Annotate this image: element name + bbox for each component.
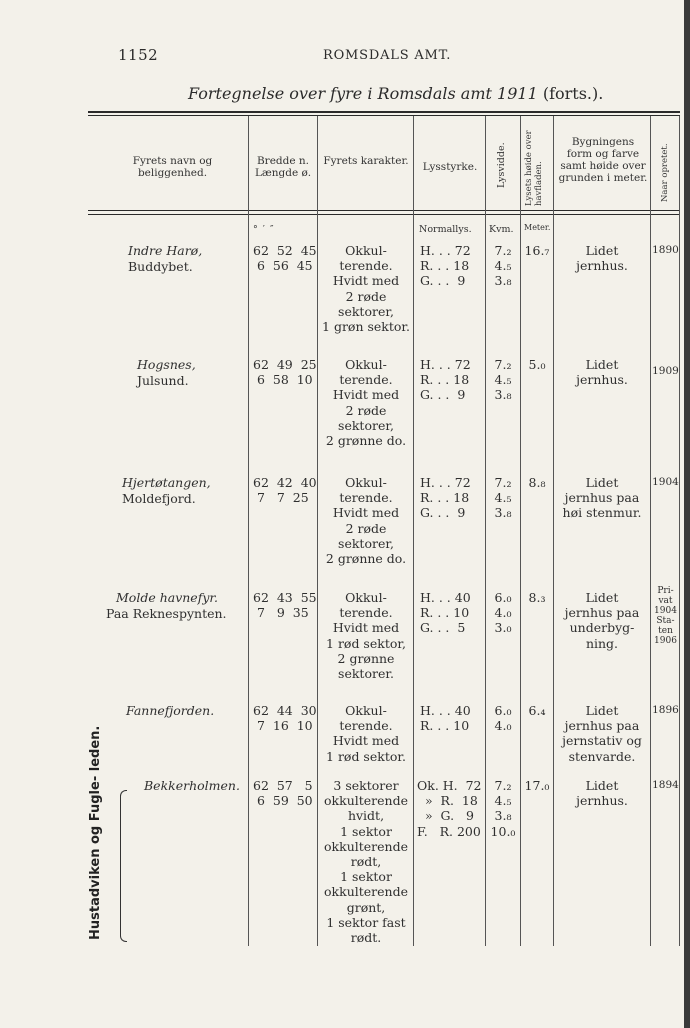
unit-range: Kvm. [489, 224, 514, 235]
light-place: Buddybet. [128, 259, 193, 274]
light-range: 6.₀ 4.₀ [494, 703, 512, 734]
top-rule-thin [88, 115, 680, 116]
col-header-building: Bygningens form og farve samt høide over grunden i meter. [558, 136, 648, 184]
light-building: Lidet jernhus. [576, 778, 628, 809]
light-position: 62 43 55 7 9 35 [253, 590, 317, 621]
light-established: 1904 [652, 476, 679, 488]
light-height: 6.₄ [528, 703, 546, 718]
light-name: Indre Harø, [128, 243, 203, 258]
light-established: 1890 [652, 244, 679, 256]
light-range: 7.₂ 4.₅ 3.₈ 10.₀ [490, 778, 516, 839]
light-position: 62 52 45 6 56 45 [253, 243, 317, 274]
light-character: Okkul- terende. Hvidt med 2 røde sektorer, 1 grøn sektor. [322, 243, 410, 335]
light-height: 16.₇ [524, 243, 550, 258]
col-header-established: Naar opretet. [660, 143, 670, 202]
column-divider [679, 116, 680, 946]
light-name: Fannefjorden. [126, 703, 215, 718]
column-divider [650, 116, 651, 946]
light-character: Okkul- terende. Hvidt med 1 rød sektor, 2 grønne sektorer. [326, 590, 406, 682]
col-header-strength: Lysstyrke. [422, 161, 478, 173]
light-name: Hjertøtangen, [122, 475, 211, 490]
light-building: Lidet jernhus paa høi stenmur. [562, 475, 642, 521]
page-number: 1152 [118, 46, 159, 64]
light-building: Lidet jernhus. [576, 243, 628, 274]
col-header-position: Bredde n. Længde ø. [254, 155, 312, 179]
light-height: 17.₀ [524, 778, 550, 793]
light-position: 62 57 5 6 59 50 [253, 778, 313, 809]
light-height: 8.₃ [528, 590, 546, 605]
light-strength: H. . . 72 R. . . 18 G. . . 9 [420, 357, 471, 403]
light-established: 1909 [652, 365, 679, 377]
light-range: 7.₂ 4.₅ 3.₈ [494, 357, 512, 403]
light-strength: H. . . 72 R. . . 18 G. . . 9 [420, 243, 471, 289]
light-character: Okkul- terende. Hvidt med 1 rød sektor. [326, 703, 406, 764]
top-rule [88, 111, 680, 113]
light-strength: Ok. H. 72 » R. 18 » G. 9 F. R. 200 [417, 778, 482, 839]
light-building: Lidet jernhus. [576, 357, 628, 388]
col-header-name: Fyrets navn og beliggenhed. [132, 155, 213, 179]
light-position: 62 44 30 7 16 10 [253, 703, 317, 734]
light-character: Okkul- terende. Hvidt med 2 røde sektorer, 2 grønne do. [325, 475, 407, 567]
title-suffix: (forts.). [542, 84, 604, 103]
light-established: 1894 [652, 779, 679, 791]
light-place: Julsund. [137, 373, 189, 388]
unit-height: Meter. [524, 223, 551, 232]
col-header-height: Lysets høide over havfladen. [524, 130, 544, 206]
light-strength: H. . . 40 R. . . 10 [420, 703, 471, 734]
light-height: 5.₀ [528, 357, 546, 372]
light-place: Moldefjord. [122, 491, 196, 506]
light-strength: H. . . 72 R. . . 18 G. . . 9 [420, 475, 471, 521]
group-brace [120, 790, 127, 942]
light-name: Hogsnes, [137, 357, 196, 372]
unit-position: ° ′ ″ [253, 224, 275, 235]
header-rule [88, 210, 680, 211]
light-established: 1896 [652, 704, 679, 716]
light-position: 62 42 40 7 7 25 [253, 475, 317, 506]
light-character: Okkul- terende. Hvidt med 2 røde sektorer, 2 grønne do. [325, 357, 407, 449]
page-title [188, 84, 603, 103]
page-edge-shadow [684, 0, 690, 1028]
column-divider [553, 116, 554, 946]
title-text: Fortegnelse over fyre i Romsdals amt 1911 [188, 84, 538, 103]
light-strength: H. . . 40 R. . . 10 G. . . 5 [420, 590, 471, 636]
light-range: 7.₂ 4.₅ 3.₈ [494, 475, 512, 521]
light-name: Molde havnefyr. [116, 590, 218, 605]
light-building: Lidet jernhus paa underbyg- ning. [564, 590, 640, 651]
light-height: 8.₈ [528, 475, 546, 490]
running-head: ROMSDALS AMT. [323, 48, 452, 63]
header-rule-thin [88, 214, 680, 215]
col-header-character: Fyrets karakter. [323, 155, 409, 167]
column-divider [520, 116, 521, 946]
light-name: Bekkerholmen. [144, 778, 240, 793]
light-place: Paa Reknespynten. [106, 606, 227, 621]
light-range: 7.₂ 4.₅ 3.₈ [494, 243, 512, 289]
light-position: 62 49 25 6 58 10 [253, 357, 317, 388]
column-divider [248, 116, 249, 946]
col-header-range: Lysvidde. [496, 142, 507, 188]
group-label: Hustadviken og Fugle- leden. [88, 725, 103, 940]
light-established: Pri- vat 1904 Sta- ten 1906 [654, 586, 677, 646]
light-building: Lidet jernhus paa jernstativ og stenvarde. [562, 703, 642, 764]
light-character: 3 sektorer okkulterende hvidt, 1 sektor okkulterende rødt, 1 sektor okkulterende grønt, 1 sektor fast rødt. [324, 778, 408, 946]
light-range: 6.₀ 4.₀ 3.₀ [494, 590, 512, 636]
unit-strength: Normallys. [419, 224, 472, 235]
